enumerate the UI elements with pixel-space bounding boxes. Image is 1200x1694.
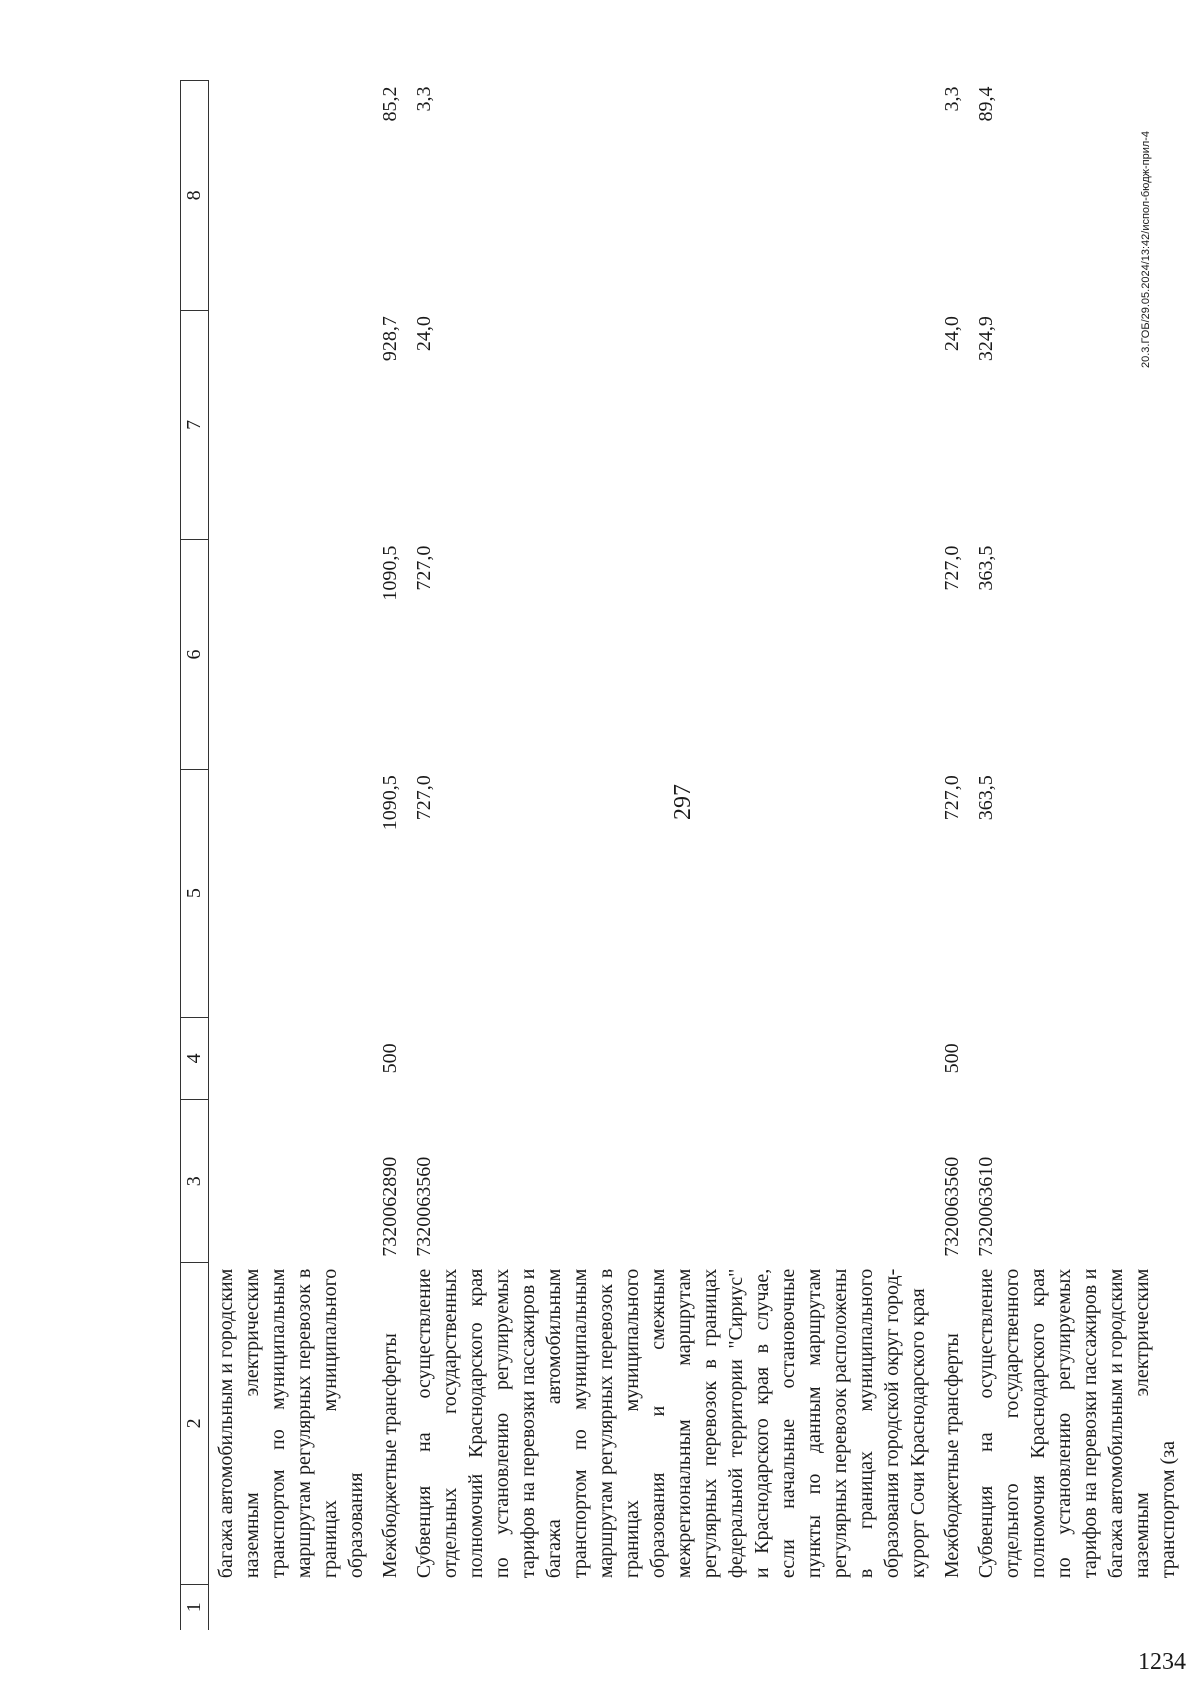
row-number <box>373 1584 407 1630</box>
row-value-5: 727,0 <box>413 775 435 821</box>
row-value-7 <box>209 310 374 540</box>
row-value-6: 727,0 <box>941 545 963 591</box>
row-name: багажа автомобильным и городским наземным электрическим транспортом по муниципальным маршрутам регулярных перевозок в границах муниципального образования <box>215 1268 367 1579</box>
row-value-7: 24,0 <box>941 316 963 352</box>
header-col-7: 7 <box>181 310 209 540</box>
row-name: Субвенция на осуществление отдельного государственного полномочия Краснодарского края по установлению регулируемых тарифов на перевозки пассажиров и багажа автомобильным и городским наземным электрическим транспортом (за <box>975 1268 1179 1579</box>
row-expense-type: 500 <box>941 1043 963 1074</box>
row-value-6 <box>209 540 374 770</box>
row-expense-type: 500 <box>379 1043 401 1074</box>
row-value-5 <box>209 769 374 1017</box>
row-value-5: 727,0 <box>941 775 963 821</box>
row-value-8: 3,3 <box>941 86 963 112</box>
table-row <box>935 81 969 1631</box>
row-value-8: 89,4 <box>975 86 997 122</box>
row-value-5: 363,5 <box>975 775 997 821</box>
row-value-6: 1090,5 <box>379 545 401 601</box>
row-value-6: 363,5 <box>975 545 997 591</box>
row-expense-type <box>209 1017 374 1100</box>
row-number <box>935 1584 969 1630</box>
budget-table <box>180 80 1185 1630</box>
table-row <box>373 81 407 1631</box>
header-col-5: 5 <box>181 769 209 1017</box>
row-value-6: 727,0 <box>413 545 435 591</box>
row-value-7: 24,0 <box>413 316 435 352</box>
row-code: 7320063610 <box>975 1156 997 1257</box>
table-row <box>209 81 374 1631</box>
header-col-3: 3 <box>181 1100 209 1263</box>
footer-document-code: 20.3.ГОБ/29.05.2024/13:42/испол-бюдж-прил-4 <box>1140 130 1152 368</box>
row-value-8: 85,2 <box>379 86 401 122</box>
row-name: Межбюджетные трансферты <box>941 1333 963 1579</box>
row-expense-type <box>969 1017 1185 1100</box>
row-code: 7320062890 <box>379 1156 401 1257</box>
row-name: Субвенция на осуществление отдельных государственных полномочий Краснодарского края по установлению регулируемых тарифов на перевозки пассажиров и багажа автомобильным транспортом по муниципальным маршрутам регулярных перевозок в границах муниципального образования и смежным межрегиональным маршрутам регулярных перевозок в границах федеральной территории "Сириус" и Краснодарского края в случае, если начальные остановочные пункты по данным маршрутам регулярных перевозок расположены в границах муниципального образования городской округ город-курорт Сочи Краснодарского края <box>413 1268 929 1579</box>
row-code: 7320063560 <box>941 1156 963 1257</box>
header-col-8: 8 <box>181 81 209 311</box>
header-col-6: 6 <box>181 540 209 770</box>
row-code <box>209 1100 374 1263</box>
header-col-1: 1 <box>181 1584 209 1630</box>
header-col-2: 2 <box>181 1263 209 1584</box>
table-header-row <box>181 81 209 1631</box>
row-number <box>969 1584 1185 1630</box>
row-expense-type <box>407 1017 935 1100</box>
row-value-8: 3,3 <box>413 86 435 112</box>
table-row <box>407 81 935 1631</box>
row-value-5: 1090,5 <box>379 775 401 831</box>
row-value-8 <box>209 81 374 311</box>
row-number <box>407 1584 935 1630</box>
row-number <box>209 1584 374 1630</box>
header-col-4: 4 <box>181 1017 209 1100</box>
table-row <box>969 81 1185 1631</box>
row-value-7: 928,7 <box>379 316 401 362</box>
bottom-page-number: 1234 <box>1138 1649 1186 1675</box>
row-name: Межбюджетные трансферты <box>379 1333 401 1579</box>
row-code: 7320063560 <box>413 1156 435 1257</box>
row-value-7: 324,9 <box>975 316 997 362</box>
page-number: 297 <box>670 784 696 820</box>
